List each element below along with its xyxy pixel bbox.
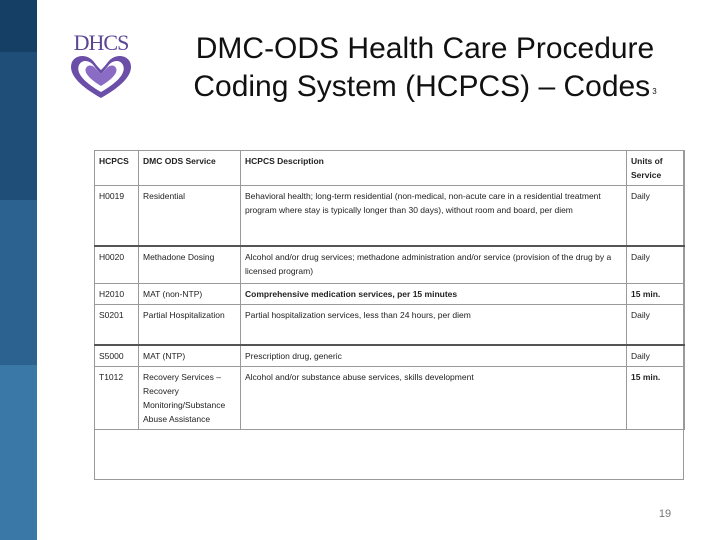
left-bar-segment — [0, 365, 37, 540]
cell-description: Partial hospitalization services, less than 24 hours, per diem — [241, 305, 627, 345]
table-row — [95, 246, 685, 284]
cell-units: Daily — [627, 305, 685, 345]
table-row — [95, 345, 685, 367]
cell-service: Methadone Dosing — [139, 246, 241, 284]
cell-service: MAT (non-NTP) — [139, 284, 241, 305]
logo-text: DHCS — [73, 30, 129, 55]
cell-hcpcs: H0020 — [95, 246, 139, 284]
dhcs-logo — [62, 30, 140, 100]
header-service: DMC ODS Service — [139, 151, 241, 186]
table-row — [95, 366, 685, 429]
cell-service: Recovery Services – Recovery Monitoring/Substance Abuse Assistance — [139, 366, 241, 429]
cell-units: 15 min. — [627, 366, 685, 429]
footnote-marker: 3 — [652, 87, 657, 96]
cell-hcpcs: S5000 — [95, 345, 139, 367]
table-header-row — [95, 151, 685, 186]
cell-service: MAT (NTP) — [139, 345, 241, 367]
cell-hcpcs: S0201 — [95, 305, 139, 345]
left-accent-bar — [0, 0, 37, 540]
cell-units: Daily — [627, 345, 685, 367]
cell-hcpcs: T1012 — [95, 366, 139, 429]
cell-units: Daily — [627, 246, 685, 284]
header-units: Units of Service — [627, 151, 685, 186]
cell-description: Behavioral health; long-term residential (non-medical, non-acute care in a residential treatment program where stay is typically longer than 30 days), without room and board, per diem — [241, 186, 627, 246]
title-line-2 — [150, 68, 700, 113]
cell-description: Alcohol and/or substance abuse services, skills development — [241, 366, 627, 429]
slide-title — [150, 30, 700, 113]
left-bar-segment — [0, 200, 37, 365]
table-row — [95, 305, 685, 345]
title-line-2-text: Coding System (HCPCS) – Codes — [193, 70, 651, 103]
hcpcs-codes-table — [94, 150, 685, 430]
left-bar-segment — [0, 0, 37, 52]
cell-description: Prescription drug, generic — [241, 345, 627, 367]
cell-description: Comprehensive medication services, per 15 minutes — [241, 284, 627, 305]
left-bar-segment — [0, 52, 37, 200]
cell-description: Alcohol and/or drug services; methadone administration and/or service (provision of the drug by a licensed program) — [241, 246, 627, 284]
cell-hcpcs: H2010 — [95, 284, 139, 305]
cell-service: Residential — [139, 186, 241, 246]
cell-units: 15 min. — [627, 284, 685, 305]
header-description: HCPCS Description — [241, 151, 627, 186]
header-hcpcs: HCPCS — [95, 151, 139, 186]
page-number: 19 — [658, 508, 672, 520]
heart-hands-icon — [66, 52, 136, 100]
table-row — [95, 186, 685, 246]
cell-service: Partial Hospitalization — [139, 305, 241, 345]
cell-hcpcs: H0019 — [95, 186, 139, 246]
title-line-1: DMC-ODS Health Care Procedure — [195, 32, 655, 65]
table-row — [95, 284, 685, 305]
cell-units: Daily — [627, 186, 685, 246]
